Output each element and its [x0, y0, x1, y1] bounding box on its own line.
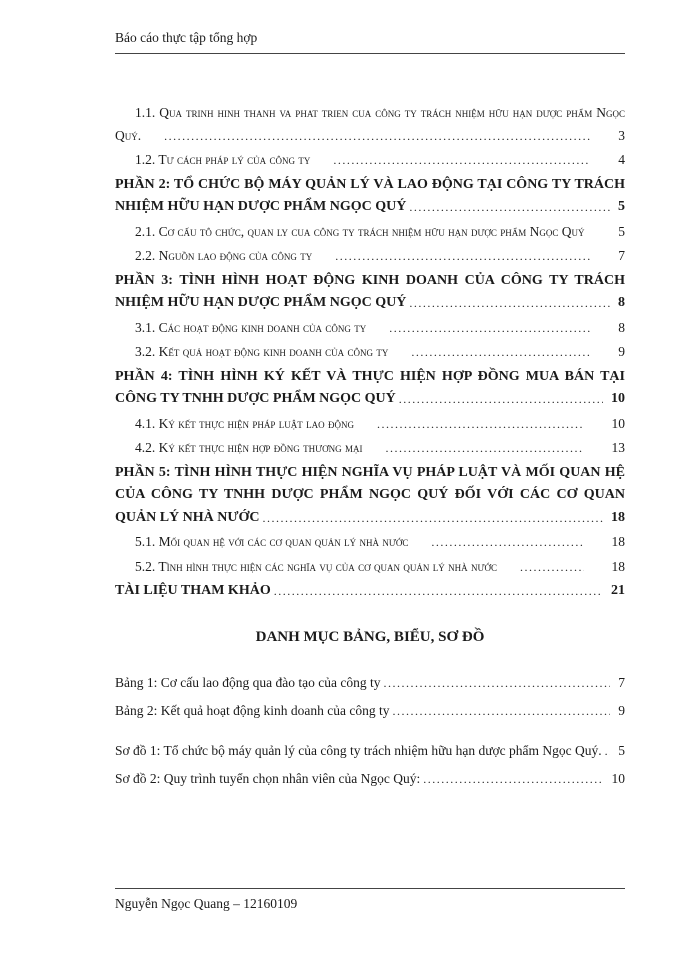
toc-entry-page: 8 [610, 292, 625, 315]
toc-entry-text: 2.1. Cơ cấu tô chức, quan ly cua công ty trách nhiệm hữu hạn dược phẩm Ngọc Quý [135, 223, 585, 239]
toc-entry-2-2 [115, 245, 625, 268]
toc-entry-references [115, 580, 625, 603]
toc-entry-page: 7 [590, 245, 625, 268]
toc-entry-page: 10 [603, 388, 625, 411]
list-section-items [115, 670, 625, 792]
list-item-text: Bảng 1: Cơ cấu lao động qua đào tạo của công ty [115, 674, 381, 690]
list-item-page: 7 [610, 670, 625, 696]
toc-entry-part-5 [115, 462, 625, 530]
list-section-title: DANH MỤC BẢNG, BIỂU, SƠ ĐỒ [255, 628, 485, 645]
toc-entry-2-1 [115, 221, 625, 244]
toc-entry-page: 3 [590, 125, 625, 148]
toc-entry-3-2 [115, 341, 625, 364]
toc-entry-text: 4.1. Ký kết thực hiện pháp luật lao động [135, 415, 354, 431]
toc-entry-page: 13 [584, 437, 626, 460]
toc-entry-text: 4.2. Ký kết thực hiện hợp đồng thương mại [135, 440, 363, 455]
toc-entry-text: 2.2. Nguồn lao động của công ty [135, 248, 313, 263]
page-content [115, 30, 625, 794]
toc-entry-page: 9 [590, 341, 625, 364]
toc-entry-text: 5.1. Mối quan hệ với các cơ quan quản lý nhà nước [135, 534, 409, 549]
toc-entry-text: PHẦN 4: TÌNH HÌNH KÝ KẾT VÀ THỰC HIỆN HỢP ĐỒNG MUA BÁN TẠI CÔNG TY TNHH DƯỢC PHẨM NGỌC QUÝ [115, 368, 625, 406]
toc-entry-text: PHẦN 3: TÌNH HÌNH HOẠT ĐỘNG KINH DOANH CỦA CÔNG TY TRÁCH NHIỆM HỮU HẠN DƯỢC PHẨM NGỌC QUÝ [115, 272, 625, 310]
toc-entry-4-2 [115, 437, 625, 460]
list-item-table-2 [115, 698, 625, 724]
toc-entry-text: 1.2. Tư cách pháp lý của công ty [135, 152, 311, 167]
toc-entry-page: 5 [610, 196, 625, 219]
list-item-text: Sơ đồ 1: Tổ chức bộ máy quản lý của công ty trách nhiệm hữu hạn dược phẩm Ngọc Quý. [115, 742, 602, 758]
page-header [115, 30, 625, 54]
toc-entry-5-2 [115, 556, 625, 579]
list-item-page: 5 [610, 738, 625, 764]
toc-entry-text: PHẦN 2: TỔ CHỨC BỘ MÁY QUẢN LÝ VÀ LAO ĐỘNG TẠI CÔNG TY TRÁCH NHIỆM HỮU HẠN DƯỢC PHẨM NGỌC QUÝ [115, 176, 625, 214]
toc-entry-text: PHẦN 5: TÌNH HÌNH THỰC HIỆN NGHĨA VỤ PHÁP LUẬT VÀ MỐI QUAN HỆ CỦA CÔNG TY TNHH DƯỢC PHẨM NGỌC QUÝ ĐỐI VỚI CÁC CƠ QUAN QUẢN LÝ NHÀ NƯỚC [115, 464, 625, 525]
toc-entry-text: 1.1. Qua trinh hinh thanh va phat trien cua công ty trách nhiệm hữu hạn dược phẩm Ngọc Quý. [115, 105, 625, 143]
table-of-contents [115, 102, 625, 603]
toc-entry-part-4 [115, 366, 625, 411]
header-title: Báo cáo thực tập tổng hợp [115, 30, 258, 45]
toc-entry-page: 10 [584, 413, 626, 436]
toc-entry-1-2 [115, 149, 625, 172]
page-footer [115, 888, 625, 912]
toc-entry-text: 5.2. Tình hình thực hiện các nghĩa vụ của cơ quan quản lý nhà nước [135, 558, 497, 574]
toc-entry-page: 5 [590, 221, 625, 244]
toc-entry-5-1 [115, 531, 625, 554]
list-item-page: 10 [604, 766, 626, 792]
list-item-diagram-2 [115, 766, 625, 792]
list-item-text: Bảng 2: Kết quả hoạt động kinh doanh của công ty [115, 702, 390, 718]
toc-entry-3-1 [115, 317, 625, 340]
toc-entry-page: 4 [590, 149, 625, 172]
toc-entry-page: 18 [603, 507, 625, 530]
toc-entry-part-3 [115, 270, 625, 315]
list-item-table-1 [115, 670, 625, 696]
footer-text: Nguyễn Ngọc Quang – 12160109 [115, 896, 298, 911]
toc-entry-text: TÀI LIỆU THAM KHẢO [115, 583, 271, 598]
toc-entry-text: 3.2. Kết quả hoạt động kinh doanh của công ty [135, 344, 389, 359]
toc-entry-page: 21 [603, 580, 625, 603]
toc-entry-page: 8 [590, 317, 625, 340]
toc-entry-page: 18 [584, 531, 626, 554]
toc-entry-part-2 [115, 174, 625, 219]
toc-entry-page: 18 [584, 556, 626, 579]
toc-entry-1-1 [115, 102, 625, 147]
toc-entry-4-1 [115, 413, 625, 436]
toc-entry-text: 3.1. Các hoạt động kinh doanh của công ty [135, 319, 367, 335]
list-item-text: Sơ đồ 2: Quy trình tuyển chọn nhân viên của Ngọc Quý: [115, 770, 421, 786]
list-item-diagram-1 [115, 738, 625, 764]
list-item-page: 9 [610, 698, 625, 724]
